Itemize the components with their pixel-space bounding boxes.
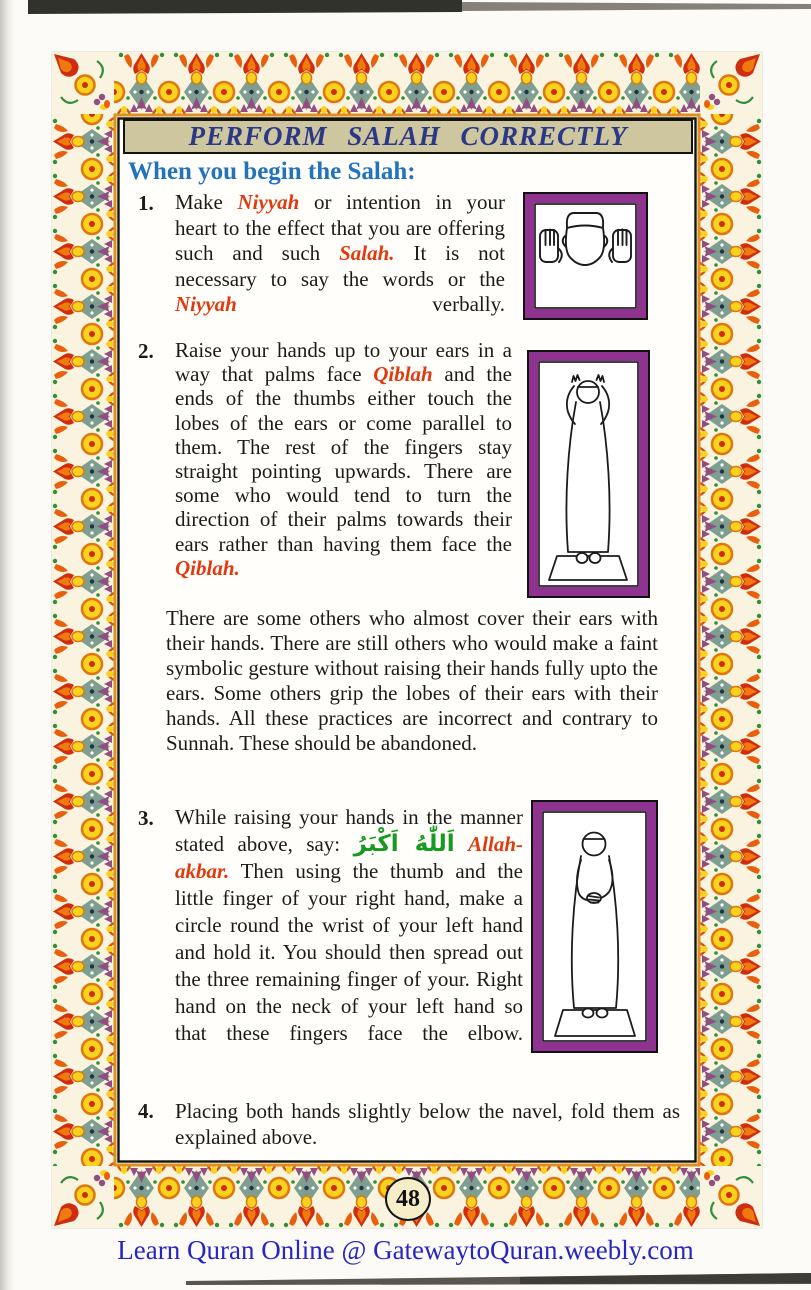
item3-text: Then using the thumb and the little finger of your right hand, make a circle round the wrist of your left hand and hold it. You should then spread out the three remaining finger of your. Right hand on the neck of your left hand so that these fingers face the elbow.: [175, 859, 523, 1045]
item1-text: verbally.: [236, 292, 505, 316]
item2-accent-qiblah2: Qiblah.: [175, 555, 240, 580]
page-number: 48: [396, 1185, 420, 1212]
illustration-hands-raised-beside-face: [523, 192, 648, 320]
item2-text: Raise your hands up to your ears in a way that palms face: [175, 338, 512, 387]
item3-arabic-takbir: اَللّٰهُ اَكْبَرُ: [353, 831, 455, 857]
section-heading: When you begin the Salah:: [128, 158, 416, 185]
item3-accent-allah-akbar: Allah-akbar.: [175, 832, 524, 883]
item2-accent-qiblah: Qiblah: [373, 362, 433, 387]
item3-text: [455, 832, 468, 856]
list-item-3: [175, 804, 523, 1047]
item1-text: Make: [175, 190, 238, 214]
list-item-2: [175, 338, 512, 580]
item1-text: or intention in your heart to the effect that you are offering such and such: [175, 190, 505, 265]
page-number-badge: [385, 1177, 431, 1221]
footer-link-text: Learn Quran Online @ GatewaytoQuran.weebly.com: [117, 1235, 694, 1265]
item3-text: While raising your hands in the manner stated above, say:: [175, 805, 523, 856]
list-item-4: [175, 1098, 680, 1150]
item1-accent-salah: Salah.: [339, 241, 395, 265]
list-number-2: 2.: [138, 339, 154, 363]
list-number-4: 4.: [138, 1099, 154, 1123]
item1-accent-niyyah: Niyyah: [237, 190, 300, 214]
paragraph-incorrect-practices: There are some others who almost cover their ears with their hands. There are still others who would make a faint symbolic gesture without raising their hands fully upto the ears. Some others grip the lobes of their ears with their hands. All these practices are incorrect and contrary to Sunnah. These should be abandoned.: [166, 606, 658, 755]
list-number-1: 1.: [138, 191, 154, 215]
illustration-standing-hands-to-ears: [527, 350, 650, 598]
page-title: PERFORM SALAH CORRECTLY: [188, 121, 628, 151]
item4-text: Placing both hands slightly below the navel, fold them as explained above.: [175, 1099, 680, 1149]
item1-text: It is not necessary to say the words or the: [175, 241, 505, 291]
item2-text: and the ends of the thumbs either touch the lobes of the ears or come parallel to them. The rest of the fingers stay straight pointing upwards. There are some who would tend to turn the direction of their palms towards their ears rather than having them face the: [175, 362, 512, 556]
illustration-standing-hands-folded: [531, 800, 658, 1053]
list-item-1: [175, 190, 505, 318]
item1-accent-niyyah2: Niyyah: [175, 292, 237, 316]
title-bar: [123, 119, 693, 154]
list-number-3: 3.: [138, 806, 154, 830]
